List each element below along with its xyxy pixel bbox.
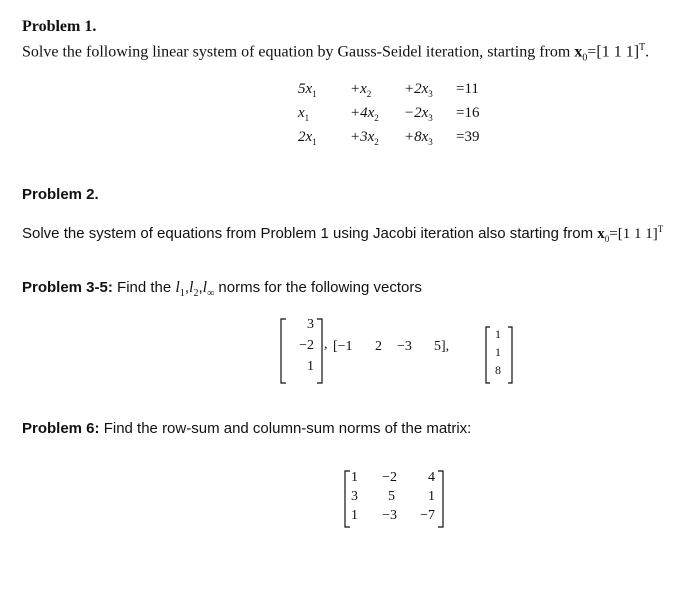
problem1-statement [22,42,649,64]
eq3-term3: $+8x_3$ [404,129,433,147]
norm-l1: $l_1$ [175,279,185,300]
vector-3-entry: 1 [495,345,501,359]
problem2-statement-text: Solve the system of equations from Problem 1 using Jacobi iteration also starting from [22,225,598,242]
eq2-term2: $+4x_2$ [350,105,379,123]
problem2-x0-value: =[1 1 1] [609,226,658,242]
eq1-rhs: =11 [456,81,479,97]
norm-l2: $l_2$ [189,279,199,300]
eq1-term2: $+x_2$ [350,81,372,99]
vector-1 [280,318,324,384]
problem6-statement [22,420,471,437]
problem2-x0-symbol: x [597,226,605,242]
problem2-x0-sup: T [657,224,664,234]
vector-1-comma: , [324,337,328,352]
matrix-cell: −2 [382,470,397,485]
eq1-term3: $+2x_3$ [404,81,433,99]
norm-linf: $l_\infty$ [202,279,215,300]
vector-2-entry: 2 [375,339,382,354]
problem2-statement [22,224,663,244]
problem35-text-pre: Find the [112,279,176,296]
norm-sep-1: , [184,279,190,296]
problem2-x0-sub: 0 [604,234,610,244]
eq3-term2: $+3x_2$ [350,129,379,147]
problem2-title: Problem 2. [22,186,99,203]
vector-3 [484,326,514,384]
vector-1-entry: −2 [299,338,314,353]
eq3-rhs: =39 [456,129,480,145]
norm-sep-2: , [198,279,203,296]
matrix-cell: 1 [351,508,358,523]
problem1-statement-text: Solve the following linear system of equation by Gauss-Seidel iteration, starting from [22,43,575,61]
problem6-text: Find the row-sum and column-sum norms of the matrix: [99,420,472,437]
problem6-label: Problem 6: [22,420,100,437]
matrix-cell: −3 [382,508,397,523]
problem1-x0-value: =[1 1 1] [587,43,640,61]
vector-1-entry: 3 [307,317,314,332]
problem1-x0-sub: 0 [582,52,588,64]
problem1-x0-sup: T [639,42,646,53]
matrix-cell: 5 [388,489,395,504]
matrix [343,470,445,528]
vector-2-entry: 5], [434,339,450,354]
eq3-term1: $2x_1$ [298,129,317,147]
problem1-x0-symbol: x [574,43,583,61]
vector-3-entry: 1 [495,327,501,341]
eq2-term1: $x_1$ [298,105,310,123]
matrix-cell: 1 [428,489,435,504]
matrix-cell: 4 [428,470,435,485]
matrix-cell: −7 [420,508,435,523]
matrix-cell: 3 [351,489,358,504]
eq1-term1: $5x_1$ [298,81,317,99]
matrix-cell: 1 [351,470,358,485]
vector-2-entry: −3 [397,339,412,354]
eq2-term3: $-2x_3$ [404,105,433,123]
vector-2-entry: [−1 [333,339,353,354]
eq2-rhs: =16 [456,105,480,121]
problem35-label: Problem 3-5: [22,279,113,296]
vector-1-entry: 1 [307,359,314,374]
problem35-statement [22,279,422,299]
problem1-title: Problem 1. [22,18,97,35]
vector-3-entry: 8 [495,363,501,377]
problem35-text-post: norms for the following vectors [214,279,422,296]
problem1-statement-end: . [645,43,650,61]
